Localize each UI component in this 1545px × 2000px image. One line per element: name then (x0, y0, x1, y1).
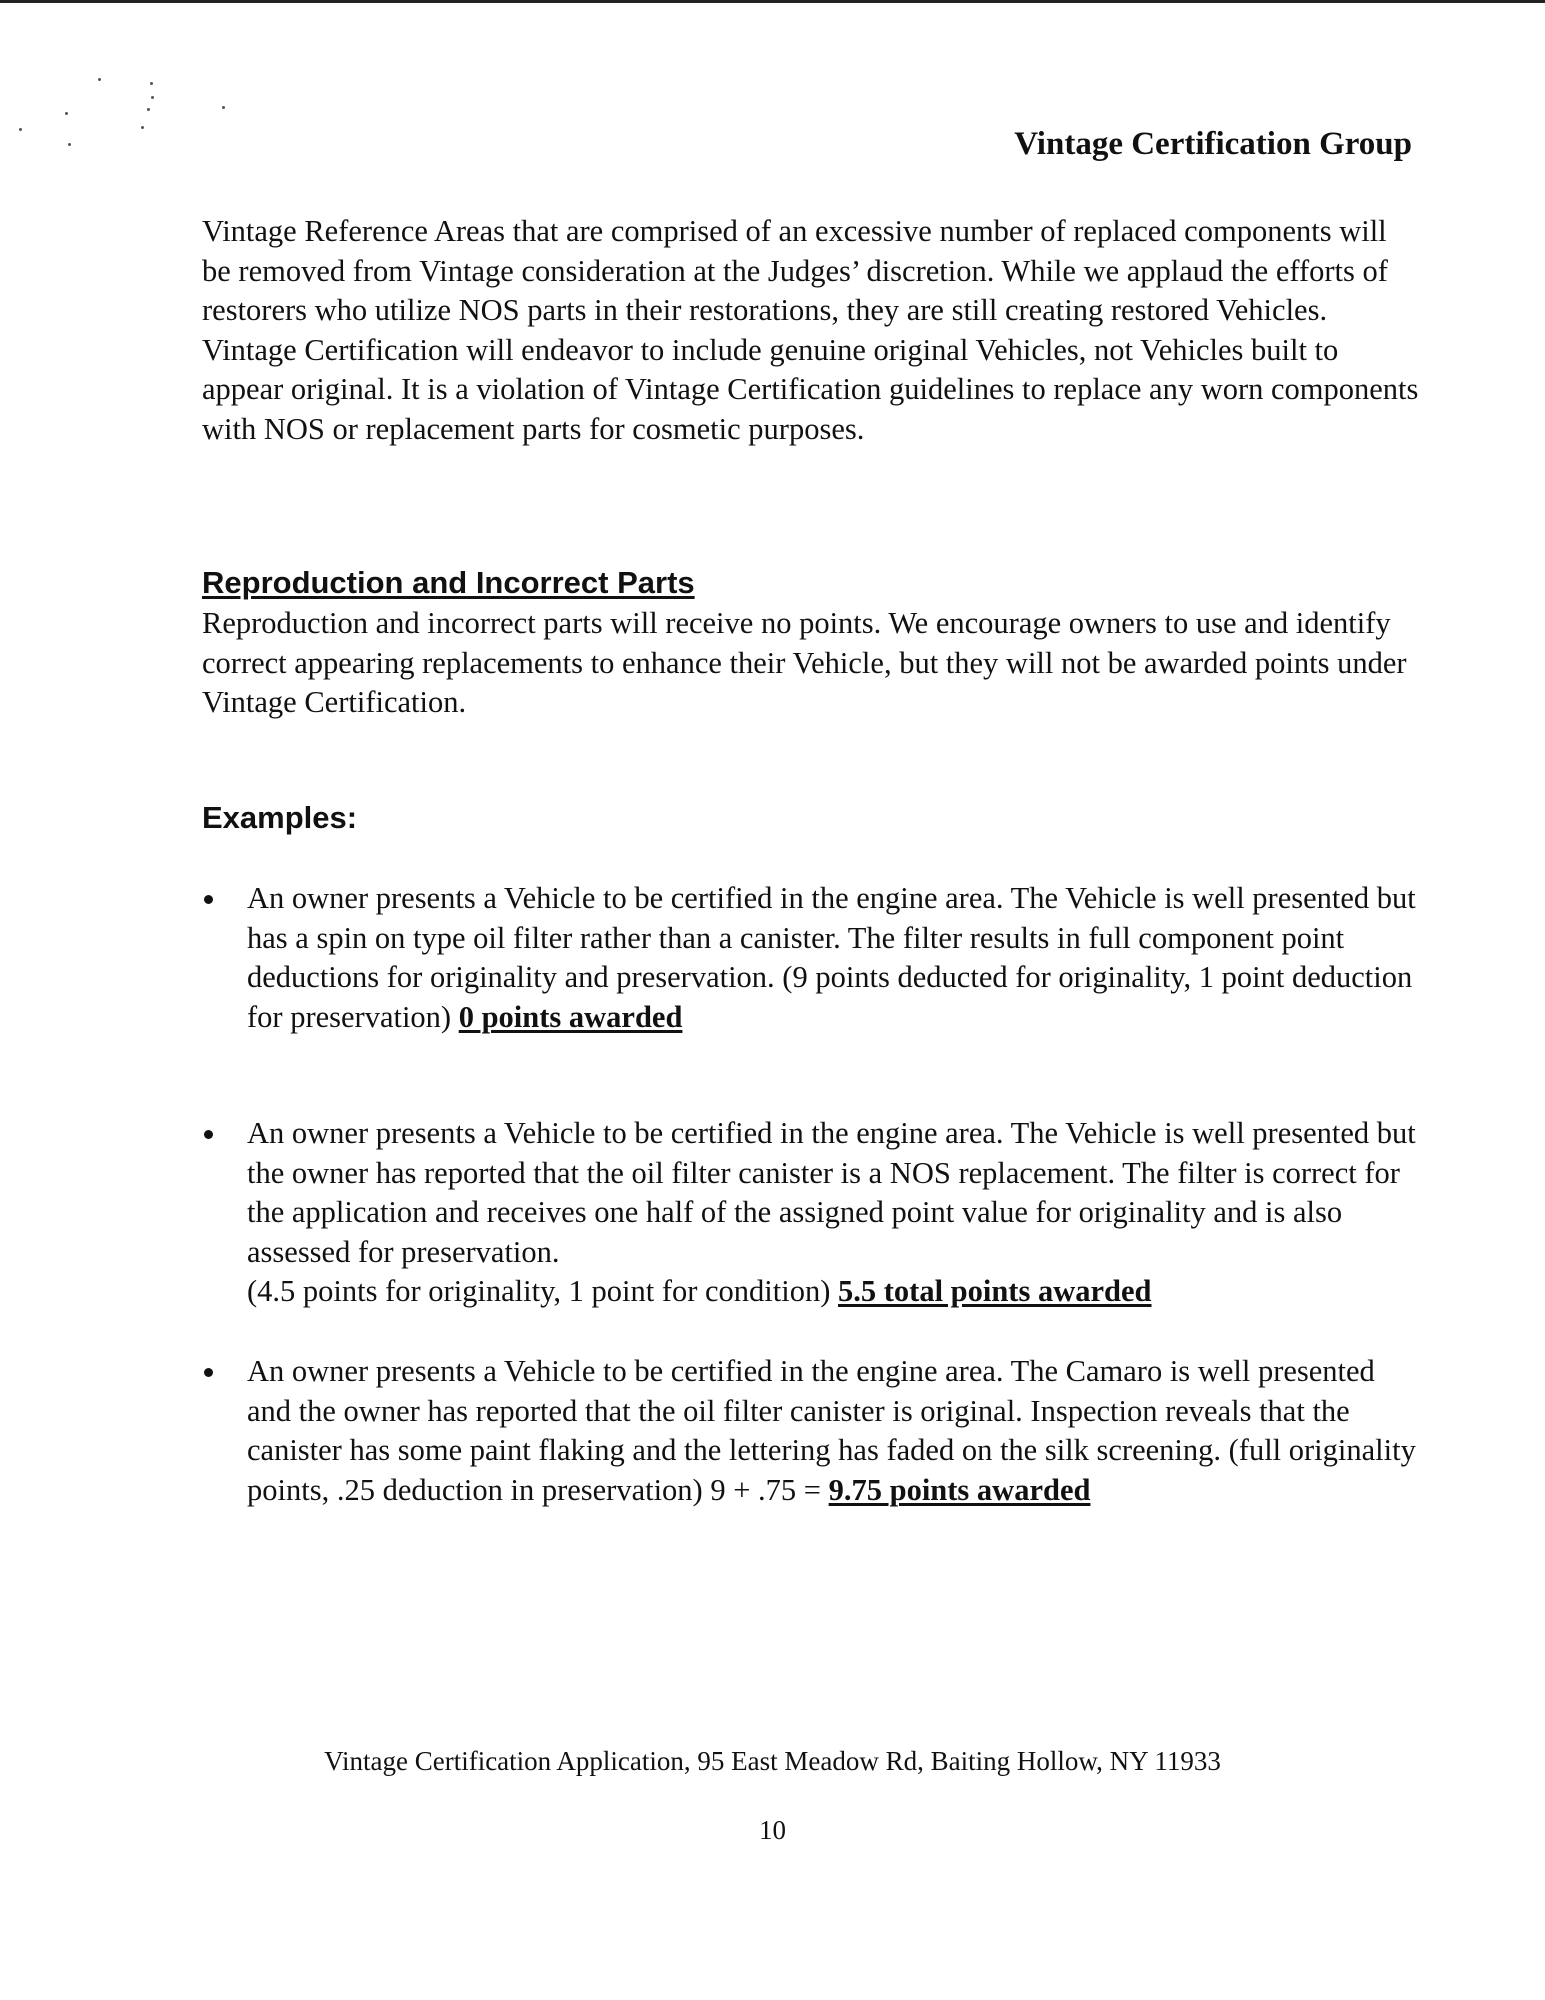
example-award: 5.5 total points awarded (838, 1274, 1152, 1308)
example-item (202, 879, 1420, 1037)
page-number: 10 (759, 1815, 786, 1845)
bullet-icon (204, 895, 213, 904)
scan-speck (68, 143, 71, 146)
scan-speck (19, 128, 22, 131)
bullet-icon (204, 1368, 213, 1377)
scan-speck (98, 78, 101, 81)
example-detail: (4.5 points for originality, 1 point for condition) (247, 1274, 838, 1308)
example-description: An owner presents a Vehicle to be certified in the engine area. The Camaro is well presented and the owner has reported that the oil filter canister is original. Inspection reveals that the canister has some paint flaking and the lettering has faded on the silk screening. (full originality points, .25 deduction in preservation) 9 + .75 = (247, 1354, 1416, 1507)
scan-speck (147, 108, 150, 111)
scan-speck (141, 126, 144, 129)
example-item (202, 1114, 1420, 1312)
scan-speck (151, 96, 154, 99)
intro-paragraph: Vintage Reference Areas that are comprised of an excessive number of replaced components will be removed from Vintage consideration at the Judges’ discretion. While we applaud the efforts of restorers who utilize NOS parts in their restorations, they are still creating restored Vehicles. Vintage Certification will endeavor to include genuine original Vehicles, not Vehicles built to appear original. It is a violation of Vintage Certification guidelines to replace any worn components with NOS or replacement parts for cosmetic purposes. (202, 214, 1419, 446)
example-text-block (247, 1114, 1420, 1312)
example-text-block (247, 879, 1420, 1037)
example-item (202, 1352, 1420, 1510)
top-border-line (0, 0, 1545, 3)
example-description: An owner presents a Vehicle to be certified in the engine area. The Vehicle is well presented but the owner has reported that the oil filter canister is a NOS replacement. The filter is correct for the application and receives one half of the assigned point value for originality and is also assessed for preservation. (247, 1116, 1416, 1269)
example-text-block (247, 1352, 1420, 1510)
bullet-icon (204, 1130, 213, 1139)
example-award: 0 points awarded (458, 999, 683, 1034)
example-award: 9.75 points awarded (828, 1472, 1091, 1507)
scan-speck (65, 112, 68, 115)
scan-speck (222, 106, 225, 109)
reproduction-paragraph: Reproduction and incorrect parts will receive no points. We encourage owners to use and identify correct appearing replacements to enhance their Vehicle, but they will not be awarded points under Vintage Certification. (202, 606, 1407, 719)
reproduction-heading: Reproduction and Incorrect Parts (202, 565, 695, 600)
scan-speck (150, 82, 153, 85)
footer-address: Vintage Certification Application, 95 East Meadow Rd, Baiting Hollow, NY 11933 (324, 1746, 1221, 1776)
organization-header: Vintage Certification Group (1014, 126, 1412, 162)
example-description: An owner presents a Vehicle to be certified in the engine area. The Vehicle is well presented but has a spin on type oil filter rather than a canister. The filter results in full component point deductions for originality and preservation. (9 points deducted for originality, 1 point deduction for preservation) (247, 881, 1416, 1034)
examples-heading: Examples: (202, 800, 358, 835)
